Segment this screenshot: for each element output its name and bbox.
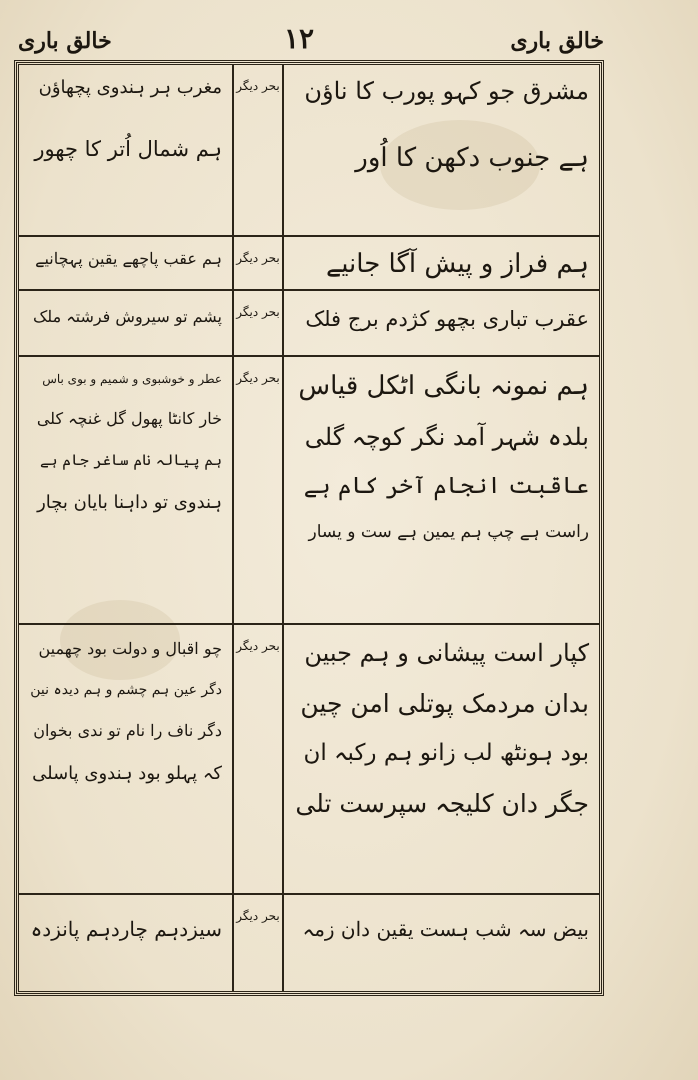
verse-line: دگر عین ہم چشم و ہم دیدہ نین xyxy=(30,682,222,698)
verse-line: کہ پہلو بود ہندوی پاسلی xyxy=(32,763,222,784)
verse-line: ہے جنوب دکھن کا اُور xyxy=(355,143,589,173)
verse-cell-right xyxy=(283,356,600,624)
verse-line: بدان مردمک پوتلی امن چین xyxy=(300,689,589,718)
verse-line: ہم فراز و پیش آگا جانیے xyxy=(325,249,589,279)
verse-line: دگر ناف را نام تو ندی بخوان xyxy=(33,721,222,740)
verse-table xyxy=(18,64,600,992)
verse-cell-left xyxy=(18,64,233,236)
verse-line: ہندوی تو داہنا بایان بچار xyxy=(37,492,222,513)
verse-cell-right xyxy=(283,290,600,356)
meter-label-text: بحر دیگر xyxy=(236,639,280,653)
verse-line: جگر دان کلیجہ سپرست تلی xyxy=(295,789,589,818)
verse-cell-right xyxy=(283,894,600,992)
meter-label-text: بحر دیگر xyxy=(236,305,280,319)
verse-line: مغرب ہر ہندوی پچھاؤن xyxy=(38,77,222,98)
verse-cell-right xyxy=(283,624,600,894)
verse-cell-left xyxy=(18,290,233,356)
verse-cell-left xyxy=(18,894,233,992)
meter-label xyxy=(233,236,283,290)
verse-line: ہم شمال اُتر کا چھور xyxy=(34,137,222,161)
verse-cell-left xyxy=(18,236,233,290)
verse-line: سیزدہم چاردہم پانزدہ xyxy=(30,917,222,941)
verse-line: عطر و خوشبوی و شمیم و بوی باس xyxy=(42,372,222,386)
verse-line: بود ہونٹھ لب زانو ہم رکبہ ان xyxy=(303,740,589,766)
verse-line: چو اقبال و دولت بود چھمین xyxy=(38,639,222,658)
running-title-right: خالق باری xyxy=(510,28,604,54)
page-number: ١٢ xyxy=(284,22,315,55)
verse-line: راست ہے چپ ہم یمین ہے ست و یسار xyxy=(308,522,589,542)
verse-line: کپار است پیشانی و ہم جبین xyxy=(304,639,589,667)
meter-label xyxy=(233,64,283,236)
verse-cell-left xyxy=(18,624,233,894)
verse-line: عاقبت انجام آخر کام ہے xyxy=(303,473,589,499)
verse-line: مشرق جو کہو پورب کا ناؤن xyxy=(304,77,589,105)
verse-line: بیض سہ شب ہست یقین دان زمہ xyxy=(302,917,589,941)
verse-cell-right xyxy=(283,64,600,236)
meter-label xyxy=(233,624,283,894)
meter-label-text: بحر دیگر xyxy=(236,909,280,923)
verse-cell-right xyxy=(283,236,600,290)
running-title-left: خالق باری xyxy=(18,28,112,54)
verse-line: ہم پیالہ نام ساغر جام ہے xyxy=(39,451,222,469)
meter-label-text: بحر دیگر xyxy=(236,371,280,385)
meter-label-text: بحر دیگر xyxy=(236,251,280,265)
meter-label xyxy=(233,356,283,624)
meter-label-text: بحر دیگر xyxy=(236,79,280,93)
verse-line: پشم تو سیروش فرشتہ ملک xyxy=(32,307,222,326)
meter-label xyxy=(233,894,283,992)
verse-cell-left xyxy=(18,356,233,624)
verse-line: خار کانٹا پھول گل غنچہ کلی xyxy=(36,409,222,428)
verse-line: ہم نمونہ بانگی اٹکل قیاس xyxy=(298,371,589,401)
page-header xyxy=(14,20,604,60)
meter-label xyxy=(233,290,283,356)
verse-line: ہم عقب پاچھے یقین پہچانیے xyxy=(35,249,222,268)
verse-line: عقرب تباری بچھو کژدم برج فلک xyxy=(305,307,589,331)
verse-line: بلدہ شہر آمد نگر کوچہ گلی xyxy=(304,423,589,451)
